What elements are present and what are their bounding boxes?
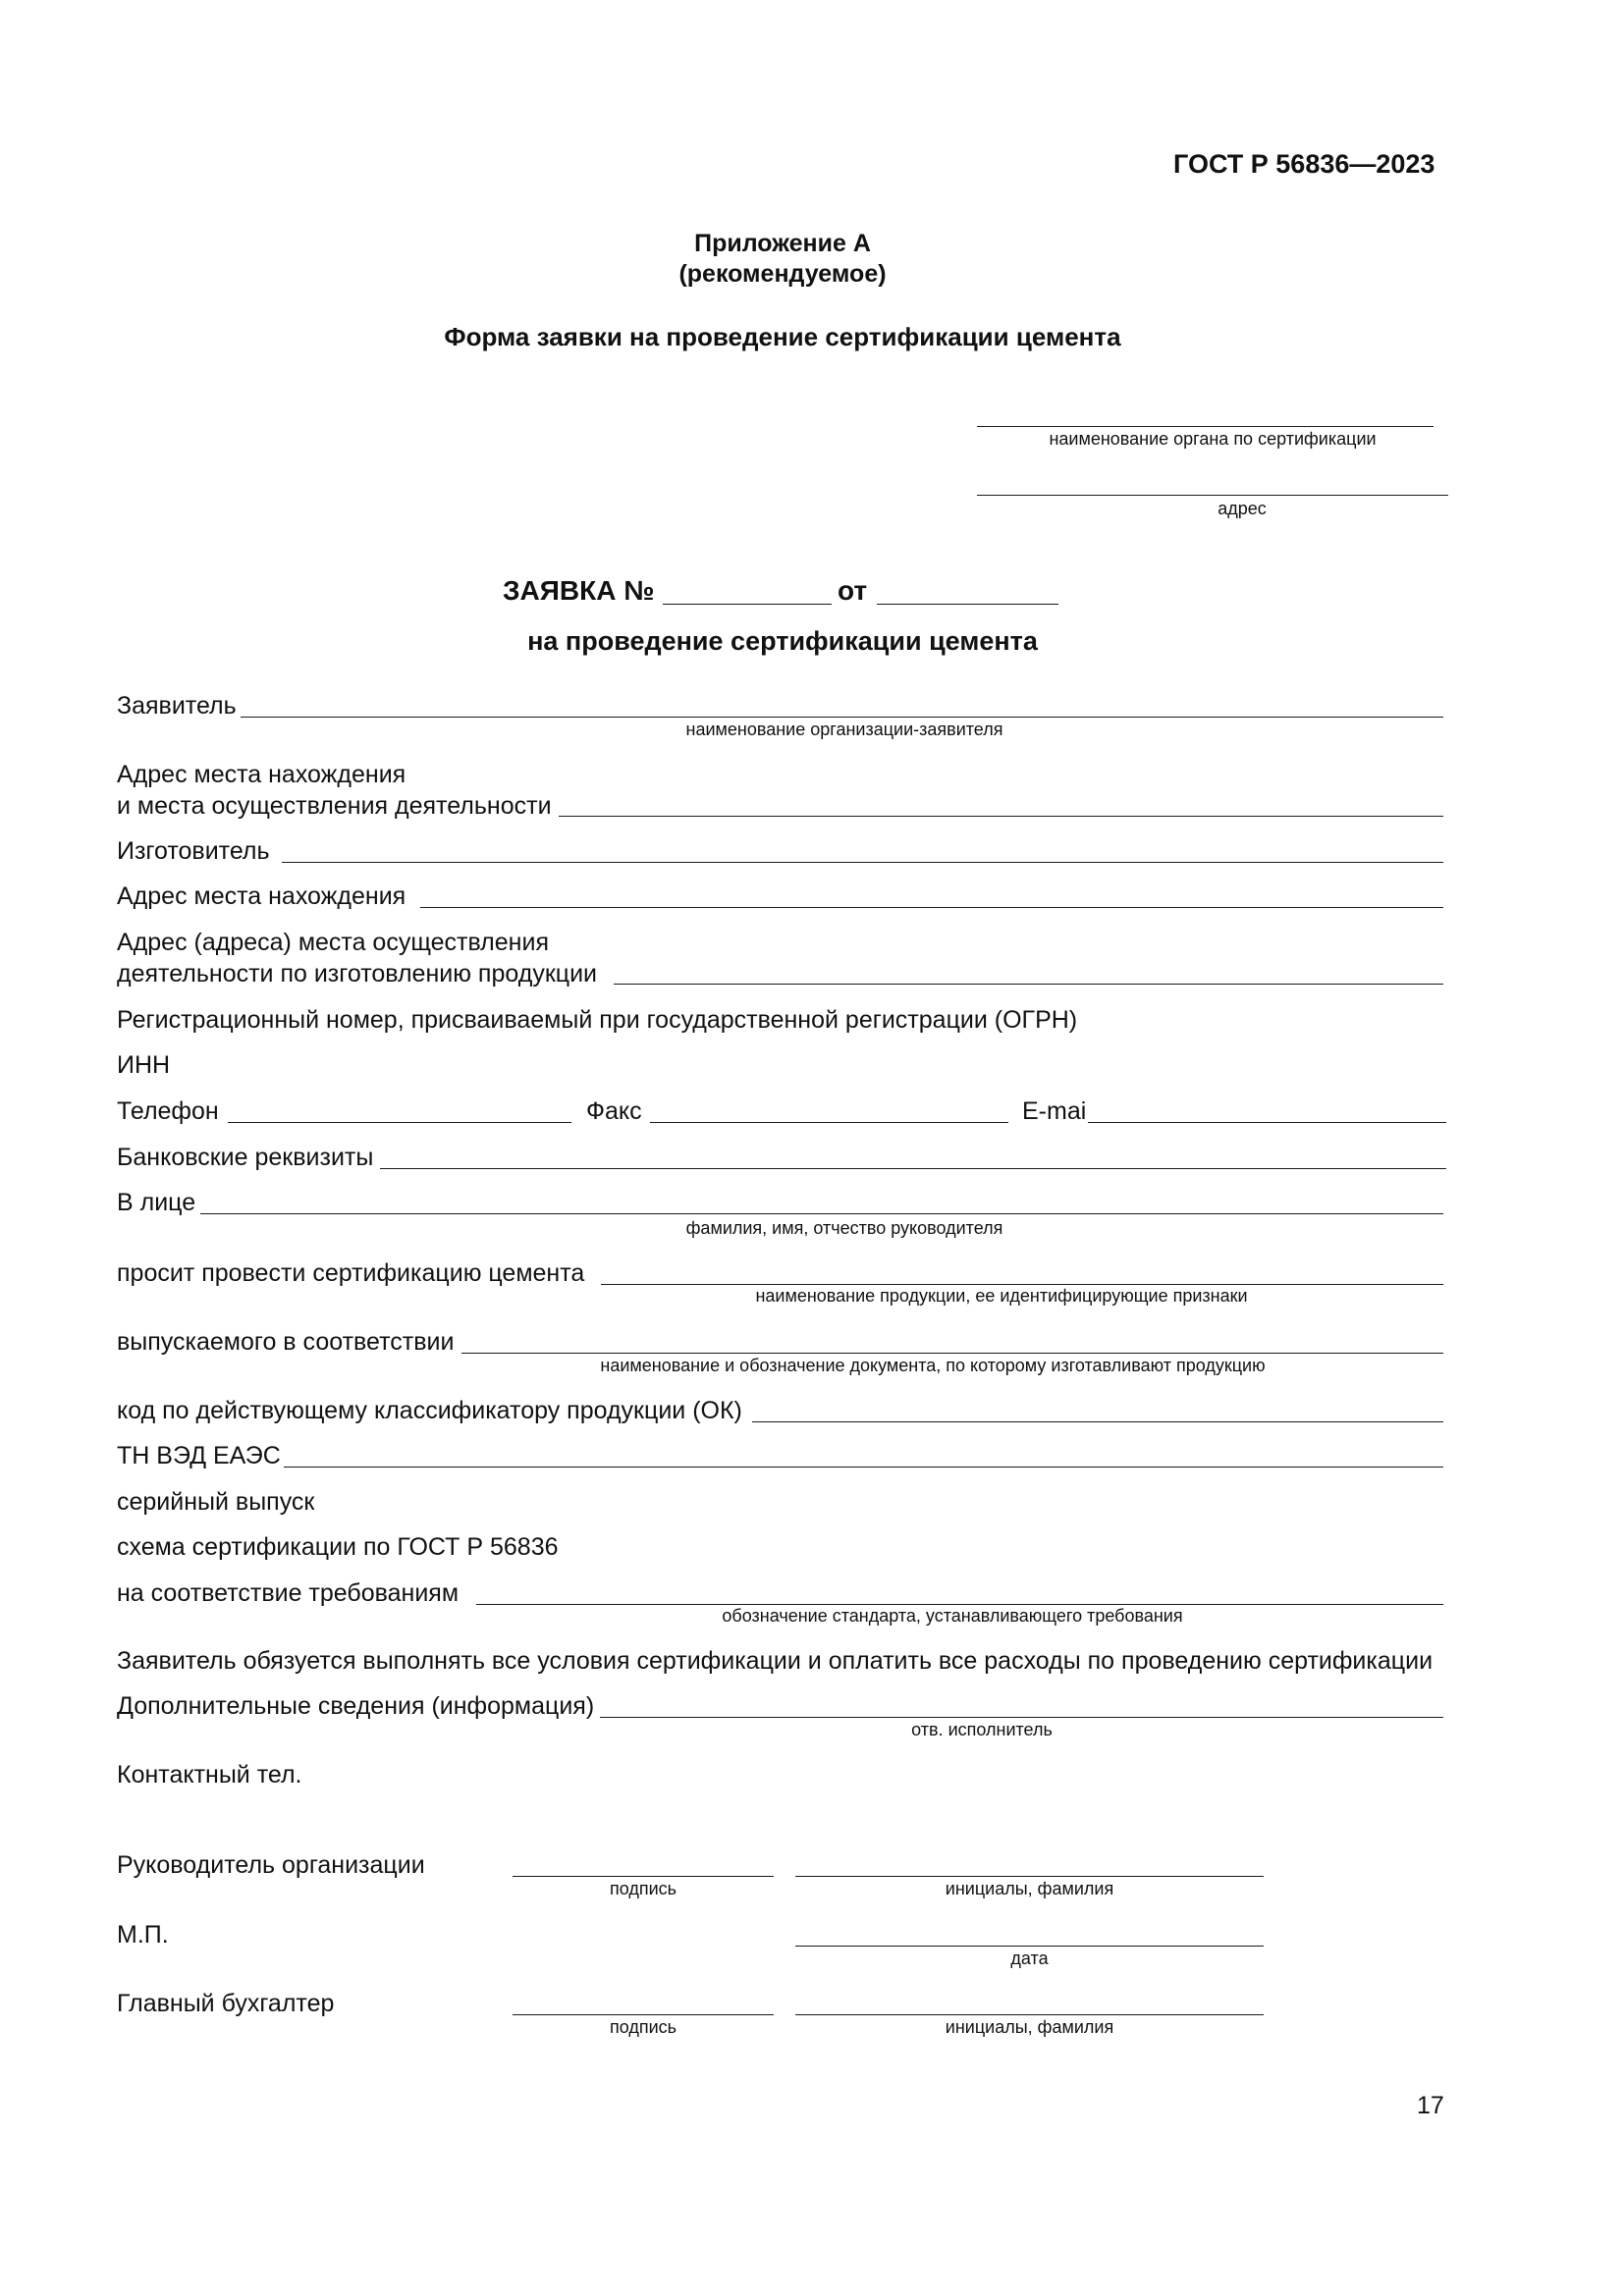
additional-info-label: Дополнительные сведения (информация)	[117, 1692, 595, 1720]
stamp-label: М.П.	[117, 1921, 169, 1949]
scheme-label: схема сертификации по ГОСТ Р 56836	[117, 1533, 559, 1561]
head-initials-line[interactable]	[795, 1876, 1264, 1877]
head-signature-line[interactable]	[513, 1876, 774, 1877]
serial-label: серийный выпуск	[117, 1488, 315, 1516]
head-of-organization-label: Руководитель организации	[117, 1851, 425, 1879]
email-line[interactable]	[1088, 1122, 1446, 1123]
produced-per-line[interactable]	[461, 1353, 1443, 1354]
head-signature-caption: подпись	[609, 1879, 677, 1898]
production-address-line[interactable]	[614, 984, 1443, 985]
request-caption: наименование продукции, ее идентифицирующие признаки	[755, 1286, 1248, 1306]
bank-details-line[interactable]	[380, 1168, 1446, 1169]
appendix-note: (рекомендуемое)	[678, 260, 887, 288]
tn-ved-line[interactable]	[284, 1467, 1443, 1468]
request-line[interactable]	[601, 1284, 1443, 1285]
compliance-line[interactable]	[476, 1604, 1443, 1605]
bank-details-label: Банковские реквизиты	[117, 1144, 374, 1171]
date-line[interactable]	[795, 1946, 1264, 1947]
additional-info-caption: отв. исполнитель	[911, 1720, 1053, 1739]
applicant-caption: наименование организации-заявителя	[685, 720, 1003, 739]
represented-by-line[interactable]	[200, 1213, 1443, 1214]
certification-body-line[interactable]	[977, 426, 1434, 427]
application-date-label: от	[838, 575, 868, 606]
additional-info-line[interactable]	[600, 1717, 1443, 1718]
address-line[interactable]	[559, 816, 1443, 817]
ok-code-line[interactable]	[752, 1421, 1443, 1422]
application-subtitle: на проведение сертификации цемента	[527, 626, 1038, 656]
certification-body-address-line[interactable]	[977, 495, 1448, 496]
accountant-signature-caption: подпись	[609, 2017, 677, 2037]
page-number: 17	[1417, 2092, 1444, 2119]
application-date-line[interactable]	[877, 604, 1058, 605]
location-address-line[interactable]	[420, 907, 1443, 908]
produced-per-caption: наименование и обозначение документа, по которому изготавливают продукцию	[600, 1356, 1266, 1375]
application-number-label: ЗАЯВКА №	[503, 575, 655, 606]
tn-ved-label: ТН ВЭД ЕАЭС	[117, 1442, 281, 1469]
fax-line[interactable]	[650, 1122, 1008, 1123]
certification-body-address-caption: адрес	[1218, 499, 1267, 518]
head-initials-caption: инициалы, фамилия	[945, 1879, 1114, 1898]
phone-label: Телефон	[117, 1097, 219, 1125]
obligation-text: Заявитель обязуется выполнять все условия сертификации и оплатить все расходы по проведению сертификации	[117, 1647, 1434, 1675]
accountant-initials-line[interactable]	[795, 2014, 1264, 2015]
application-number-line[interactable]	[663, 604, 832, 605]
accountant-signature-line[interactable]	[513, 2014, 774, 2015]
compliance-caption: обозначение стандарта, устанавливающего требования	[722, 1606, 1183, 1626]
request-label: просит провести сертификацию цемента	[117, 1259, 585, 1287]
manufacturer-label: Изготовитель	[117, 837, 270, 865]
chief-accountant-label: Главный бухгалтер	[117, 1990, 335, 2017]
accountant-initials-caption: инициалы, фамилия	[945, 2017, 1114, 2037]
applicant-line[interactable]	[241, 717, 1443, 718]
compliance-label: на соответствие требованиям	[117, 1579, 460, 1607]
manufacturer-line[interactable]	[282, 862, 1443, 863]
applicant-label: Заявитель	[117, 692, 237, 720]
certification-body-caption: наименование органа по сертификации	[1049, 429, 1377, 449]
date-caption: дата	[1010, 1949, 1049, 1968]
inn-label: ИНН	[117, 1051, 171, 1079]
ogrn-label: Регистрационный номер, присваиваемый при государственной регистрации (ОГРН)	[117, 1006, 1078, 1034]
email-label: E-mai	[1022, 1097, 1087, 1125]
fax-label: Факс	[586, 1097, 642, 1125]
ok-code-label: код по действующему классификатору продукции (ОК)	[117, 1397, 742, 1424]
represented-by-caption: фамилия, имя, отчество руководителя	[685, 1218, 1003, 1238]
address-label-line2: и места осуществления деятельности	[117, 792, 552, 820]
represented-by-label: В лице	[117, 1189, 196, 1216]
standard-designation: ГОСТ Р 56836—2023	[1173, 149, 1435, 179]
form-title: Форма заявки на проведение сертификации цемента	[444, 322, 1121, 351]
address-label-line1: Адрес места нахождения	[117, 761, 406, 788]
phone-line[interactable]	[228, 1122, 571, 1123]
production-address-label-line1: Адрес (адреса) места осуществления	[117, 929, 549, 956]
appendix-title: Приложение А	[694, 230, 871, 257]
location-address-label: Адрес места нахождения	[117, 882, 406, 910]
produced-per-label: выпускаемого в соответствии	[117, 1328, 455, 1356]
production-address-label-line2: деятельности по изготовлению продукции	[117, 960, 598, 988]
contact-phone-label: Контактный тел.	[117, 1761, 302, 1789]
